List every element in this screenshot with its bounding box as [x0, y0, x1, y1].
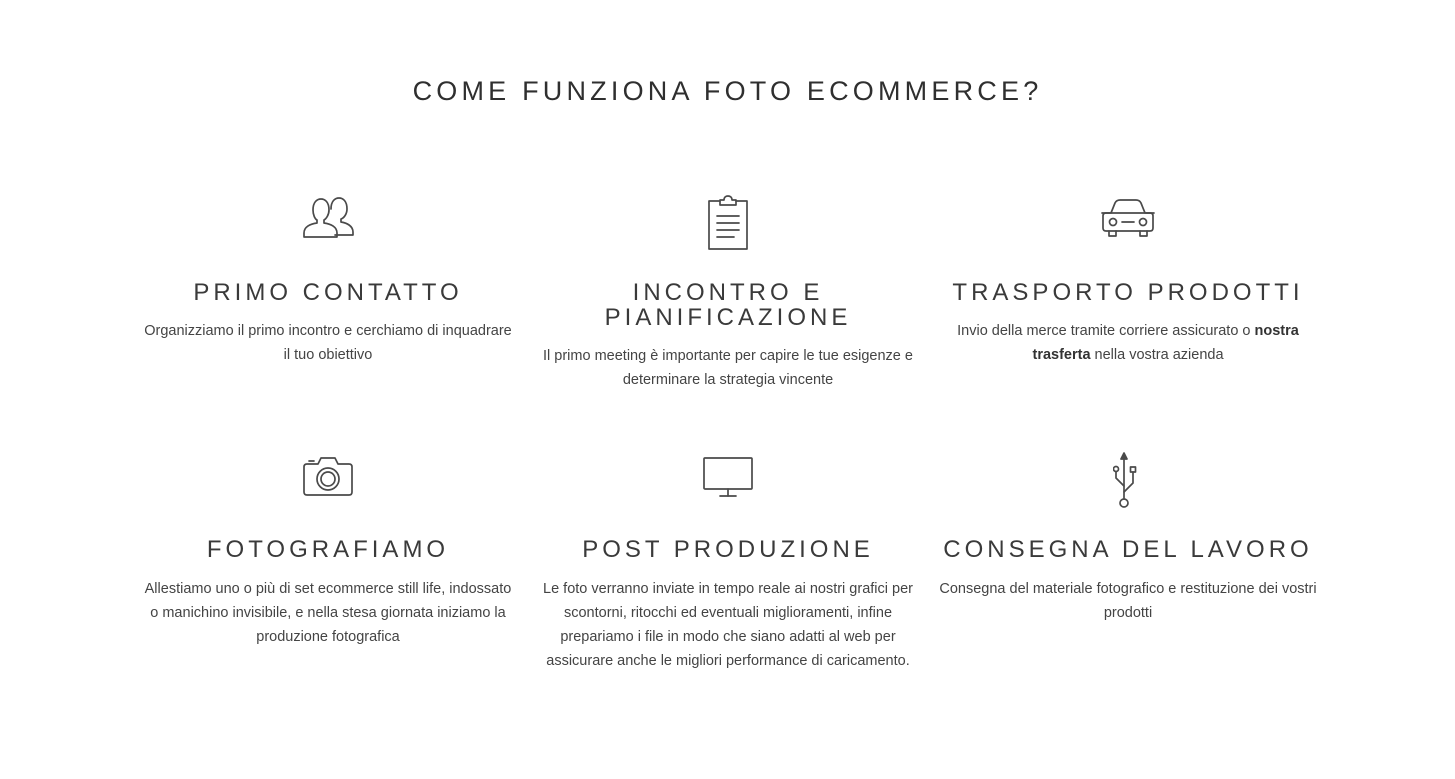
monitor-icon — [702, 452, 754, 498]
feature-title: TRASPORTO PRODOTTI — [952, 279, 1304, 306]
clipboard-icon — [704, 195, 752, 251]
feature-description-text-end: nella vostra azienda — [1090, 347, 1224, 363]
feature-title: CONSEGNA DEL LAVORO — [943, 536, 1313, 563]
car-icon — [1101, 195, 1155, 239]
usb-icon — [1113, 452, 1143, 510]
feature-title-line-1: INCONTRO E — [632, 279, 824, 306]
feature-title-line-2: PIANIFICAZIONE — [604, 304, 852, 331]
feature-description-bold: nostra trasferta — [1032, 323, 1299, 363]
users-icon — [301, 195, 355, 239]
camera-icon — [302, 452, 354, 496]
feature-title: FOTOGRAFIAMO — [206, 536, 450, 563]
feature-description: Consegna del materiale fotografico e restituzione dei vostri prodotti — [939, 581, 1317, 621]
feature-description: Il primo meeting è importante per capire le tue esigenze e determinare la strategia vincente — [543, 348, 913, 388]
feature-description-text: Invio della merce tramite corriere assicurato o — [957, 323, 1255, 339]
feature-description: Allestiamo uno o più di set ecommerce still life, indossato o manichino invisibile, e nella stesa giornata iniziamo la produzione fotografica — [144, 581, 512, 645]
feature-description — [938, 319, 1318, 367]
feature-title: POST PRODUZIONE — [582, 536, 874, 563]
feature-description: Organizziamo il primo incontro e cerchiamo di inquadrare il tuo obiettivo — [144, 323, 512, 363]
page-title: COME FUNZIONA FOTO ECOMMERCE? — [412, 76, 1043, 106]
feature-title: PRIMO CONTATTO — [193, 279, 463, 306]
feature-title — [538, 280, 918, 330]
feature-description: Le foto verranno inviate in tempo reale ai nostri grafici per scontorni, ritocchi ed eventuali miglioramenti, infine prepariamo i file in modo che siano adatti al web per assicurare anche le migliori performance di caricamento. — [543, 581, 913, 669]
